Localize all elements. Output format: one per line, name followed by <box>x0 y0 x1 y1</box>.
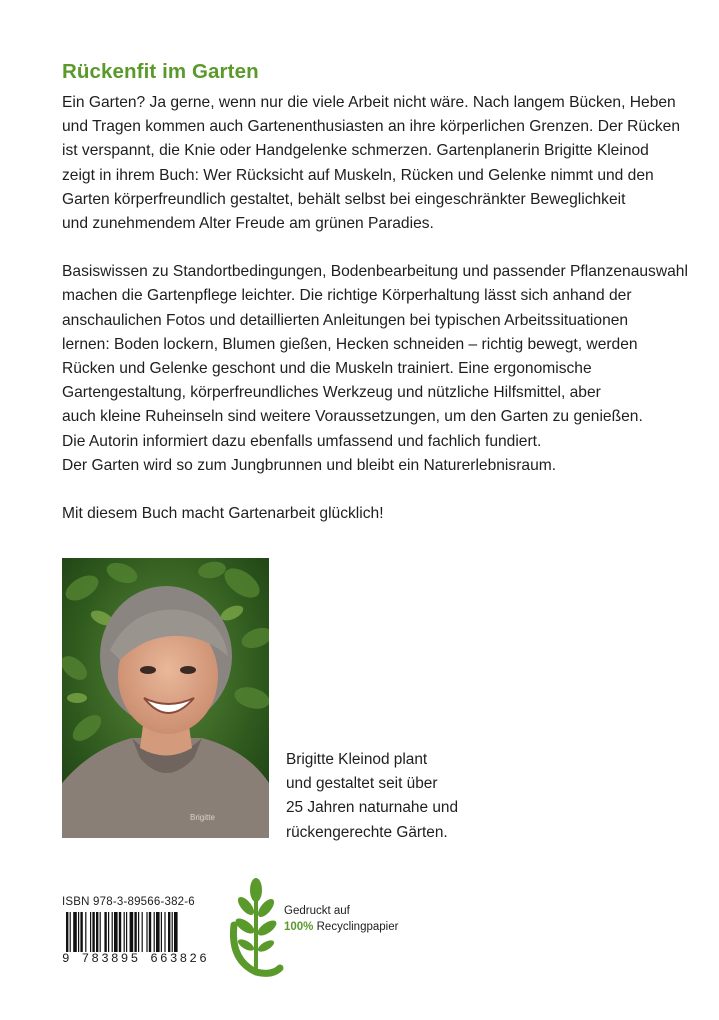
text-line: Rücken und Gelenke geschont und die Muskeln trainiert. Eine ergonomische <box>62 360 592 378</box>
blurb-paragraph-1 <box>62 91 682 236</box>
author-caption <box>286 748 458 845</box>
caption-line: Brigitte Kleinod plant <box>286 751 428 768</box>
isbn-label: ISBN 978-3-89566-382-6 <box>62 896 195 908</box>
caption-line: und gestaltet seit über <box>286 775 438 793</box>
recycling-paper-label: Recyclingpapier <box>313 921 399 933</box>
text-line: zeigt in ihrem Buch: Wer Rücksicht auf Muskeln, Rücken und Gelenke nimmt und den <box>62 166 654 184</box>
page-title: Rückenfit im Garten <box>62 60 259 83</box>
text-line: und Tragen kommen auch Gartenenthusiasten an ihre körperlichen Grenzen. Der Rücken <box>62 118 681 136</box>
text-line: auch kleine Ruheinseln sind weitere Voraussetzungen, um den Garten zu genießen. <box>62 408 643 426</box>
recycling-note <box>284 903 398 935</box>
recycling-plant-logo <box>226 870 284 982</box>
barcode-digits: 9 783895 663826 <box>62 952 210 966</box>
caption-line: 25 Jahren naturnahe und <box>286 799 459 817</box>
text-line: anschaulichen Fotos und detaillierten Anleitungen bei typischen Arbeitssituationen <box>62 311 629 329</box>
author-portrait <box>62 558 269 838</box>
caption-line: rückengerechte Gärten. <box>286 823 448 841</box>
blurb <box>62 91 688 550</box>
text-line: Ein Garten? Ja gerne, wenn nur die viele Arbeit nicht wäre. Nach langem Bücken, Heben <box>62 94 676 111</box>
text-line: ist verspannt, die Knie oder Handgelenke schmerzen. Gartenplanerin Brigitte Kleinod <box>62 142 649 160</box>
svg-text:Brigitte: Brigitte <box>190 813 215 822</box>
text-line: Garten körperfreundlich gestaltet, behält selbst bei eingeschränkter Beweglichkeit <box>62 190 626 208</box>
portrait-image <box>62 558 269 838</box>
text-line: lernen: Boden lockern, Blumen gießen, Hecken schneiden – richtig bewegt, werden <box>62 335 638 353</box>
text-line: Die Autorin informiert dazu ebenfalls umfassend und fachlich fundiert. <box>62 432 542 450</box>
recycling-line-1: Gedruckt auf <box>284 905 350 917</box>
blurb-paragraph-3 <box>62 502 682 526</box>
blurb-paragraph-2 <box>62 260 688 478</box>
text-line: Basiswissen zu Standortbedingungen, Bodenbearbeitung und passender Pflanzenauswahl <box>62 263 688 281</box>
text-line: und zunehmendem Alter Freude am grünen Paradies. <box>62 215 434 233</box>
text-line: Der Garten wird so zum Jungbrunnen und bleibt ein Naturerlebnisraum. <box>62 456 557 474</box>
text-line: machen die Gartenpflege leichter. Die richtige Körperhaltung lässt sich anhand der <box>62 287 632 305</box>
recycling-percent: 100% <box>284 921 314 933</box>
recycling-line-2 <box>284 919 398 935</box>
text-line: Gartengestaltung, körperfreundliches Werkzeug und nützliche Hilfsmittel, aber <box>62 384 601 402</box>
text-line: Mit diesem Buch macht Gartenarbeit glücklich! <box>62 505 384 523</box>
